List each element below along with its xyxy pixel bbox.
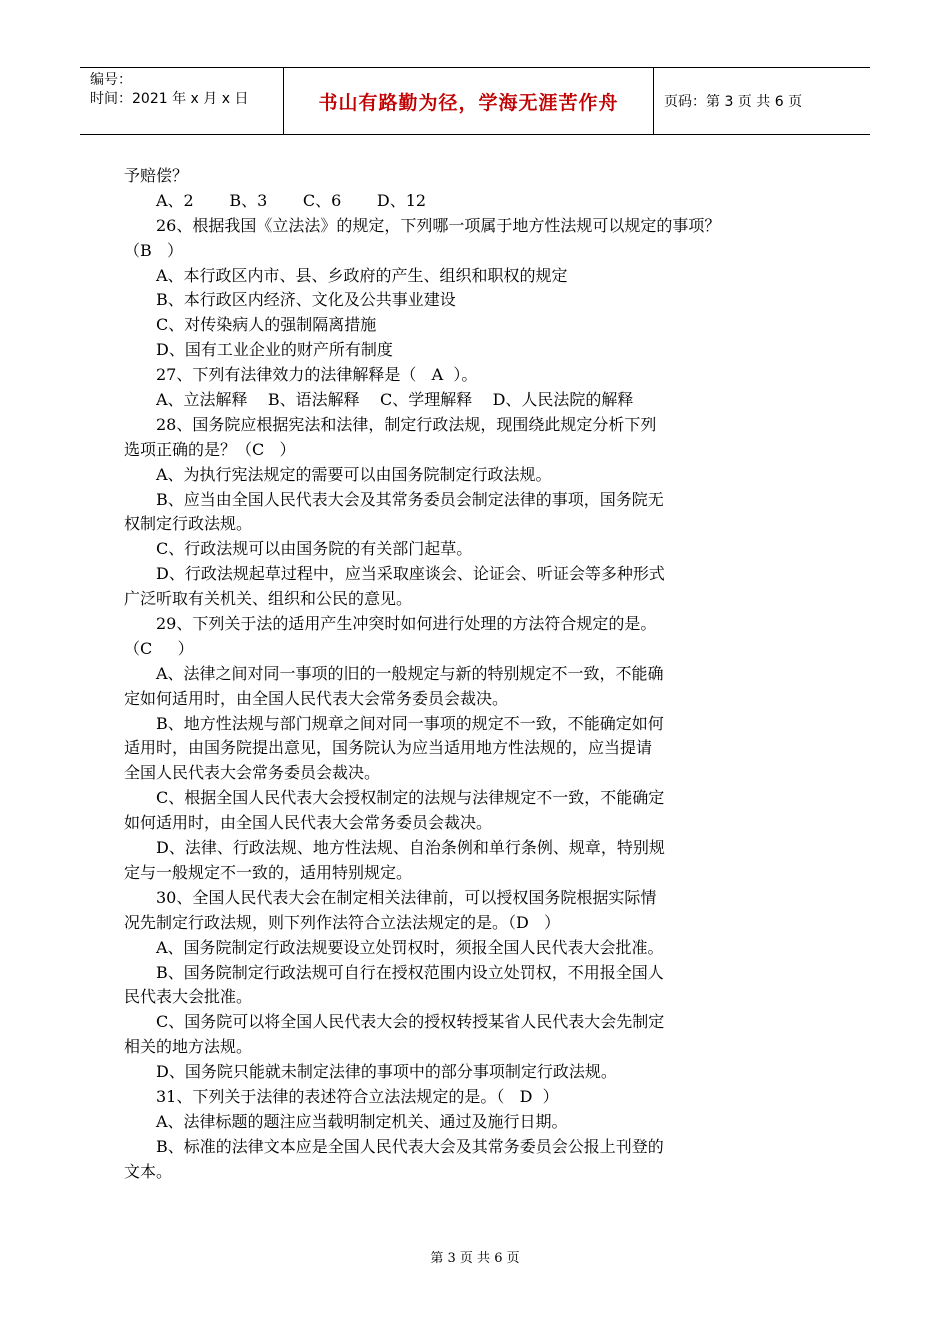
text-line: C、行政法规可以由国务院的有关部门起草。 — [156, 539, 473, 559]
text-line: D、法律、行政法规、地方性法规、自治条例和单行条例、规章，特别规 — [156, 838, 665, 858]
text-line: 28、国务院应根据宪法和法律，制定行政法规，现围绕此规定分析下列 — [156, 414, 657, 434]
text-line: 相关的地方法规。 — [124, 1037, 253, 1057]
text-line: A、2 B、3 C、6 D、12 — [156, 190, 427, 210]
page-footer — [0, 1247, 950, 1266]
text-line: 广泛听取有关机关、组织和公民的意见。 — [124, 589, 413, 609]
text-line: A、法律标题的题注应当载明制定机关、通过及施行日期。 — [156, 1111, 568, 1131]
text-line: D、国务院只能就未制定法律的事项中的部分事项制定行政法规。 — [156, 1062, 617, 1082]
header-number-label: 编号： — [90, 72, 132, 88]
text-line: B、地方性法规与部门规章之间对同一事项的规定不一致，不能确定如何 — [156, 713, 664, 733]
text-line: A、法律之间对同一事项的旧的一般规定与新的特别规定不一致，不能确 — [156, 663, 664, 683]
text-line: 全国人民代表大会常务委员会裁决。 — [124, 763, 381, 783]
text-line: （B ） — [124, 240, 184, 260]
text-line: A、本行政区内市、县、乡政府的产生、组织和职权的规定 — [156, 265, 568, 285]
header-motto: 书山有路勤为径，学海无涯苦作舟 — [284, 68, 654, 134]
text-line: 文本。 — [124, 1161, 173, 1181]
text-line: 29、下列关于法的适用产生冲突时如何进行处理的方法符合规定的是。 — [156, 614, 657, 634]
text-line: 定如何适用时，由全国人民代表大会常务委员会裁决。 — [124, 688, 509, 708]
header-page-label: 页码：第 3 页 共 6 页 — [664, 94, 803, 110]
text-line: A、国务院制定行政法规要设立处罚权时，须报全国人民代表大会批准。 — [156, 937, 664, 957]
text-line: D、行政法规起草过程中，应当采取座谈会、论证会、听证会等多种形式 — [156, 564, 665, 584]
text-line: 权制定行政法规。 — [124, 514, 253, 534]
text-line: 27、下列有法律效力的法律解释是（ A ）。 — [156, 365, 478, 385]
text-line: B、国务院制定行政法规可自行在授权范围内设立处罚权，不用报全国人 — [156, 962, 664, 982]
text-line: B、标准的法律文本应是全国人民代表大会及其常务委员会公报上刊登的 — [156, 1136, 664, 1156]
text-line: 予赔偿？ — [124, 166, 189, 185]
text-line: 26、根据我国《立法法》的规定，下列哪一项属于地方性法规可以规定的事项？ — [156, 215, 721, 235]
text-line: 定与一般规定不一致的，适用特别规定。 — [124, 862, 413, 882]
text-line: 适用时，由国务院提出意见，国务院认为应当适用地方性法规的，应当提请 — [124, 738, 653, 758]
text-line: 况先制定行政法规，则下列作法符合立法法规定的是。（D ） — [124, 912, 561, 932]
text-line: A、为执行宪法规定的需要可以由国务院制定行政法规。 — [156, 464, 552, 484]
text-line: D、国有工业企业的财产所有制度 — [156, 340, 393, 360]
header-meta-cell — [80, 68, 284, 134]
text-line: 选项正确的是？（C ） — [124, 439, 296, 459]
text-line: 30、全国人民代表大会在制定相关法律前，可以授权国务院根据实际情 — [156, 887, 657, 907]
text-line: 民代表大会批准。 — [124, 987, 253, 1007]
document-body — [124, 164, 774, 1185]
text-line: B、本行政区内经济、文化及公共事业建设 — [156, 290, 456, 310]
text-line: A、立法解释 B、语法解释 C、学理解释 D、人民法院的解释 — [156, 390, 634, 410]
text-line: 31、下列关于法律的表述符合立法法规定的是。（ D ） — [156, 1086, 559, 1106]
header-date-label: 时间：2021 年 x 月 x 日 — [90, 91, 249, 107]
text-line: C、对传染病人的强制隔离措施 — [156, 315, 377, 335]
page-footer-text: 第 3 页 共 6 页 — [430, 1251, 520, 1266]
text-line: （C ） — [124, 638, 194, 658]
document-header — [80, 67, 870, 135]
text-line: B、应当由全国人民代表大会及其常务委员会制定法律的事项，国务院无 — [156, 489, 664, 509]
text-line: 如何适用时，由全国人民代表大会常务委员会裁决。 — [124, 813, 493, 833]
text-line: C、根据全国人民代表大会授权制定的法规与法律规定不一致，不能确定 — [156, 788, 665, 808]
text-line: C、国务院可以将全国人民代表大会的授权转授某省人民代表大会先制定 — [156, 1012, 665, 1032]
